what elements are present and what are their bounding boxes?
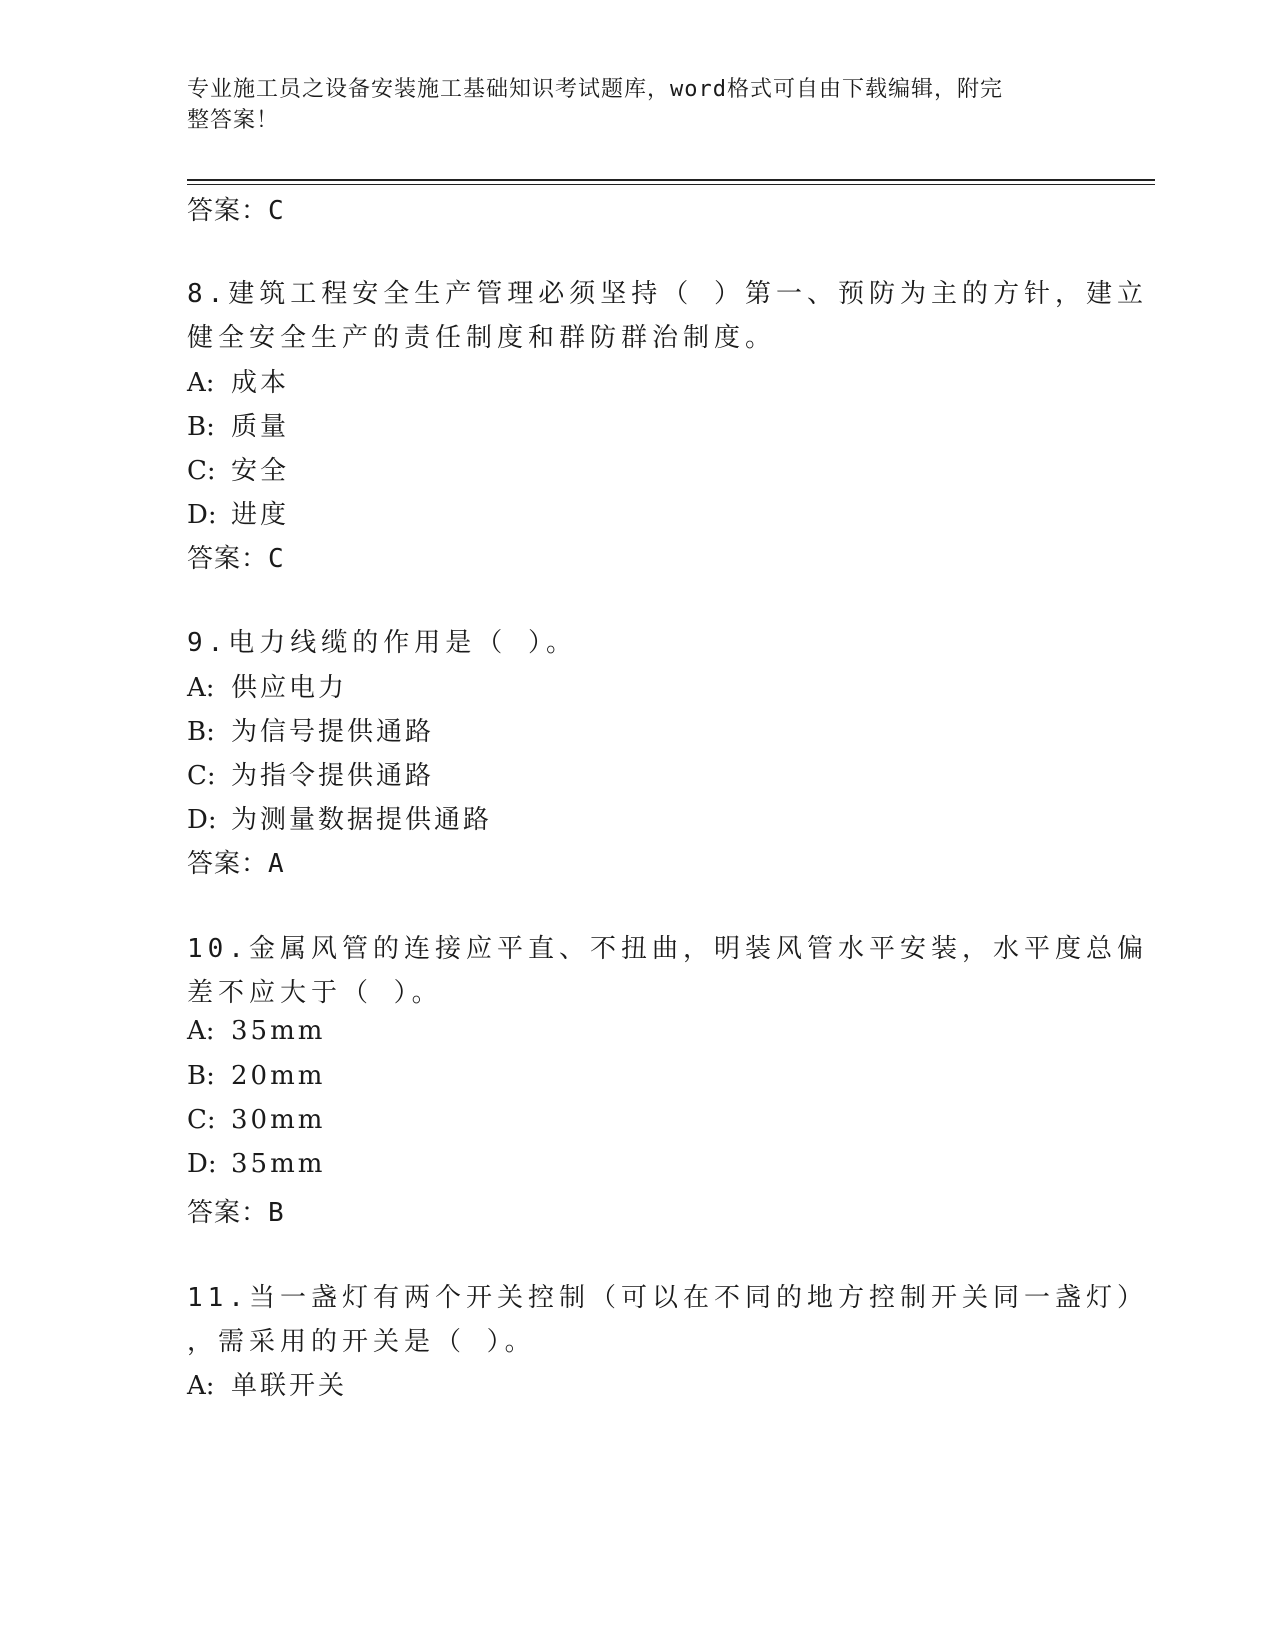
option-text: 安全 [231, 456, 290, 486]
option-b [187, 1061, 325, 1091]
option-letter: C: [187, 1105, 216, 1135]
answer-prefix: 答案： [187, 544, 269, 574]
answer-value: C [268, 544, 285, 574]
option-d [187, 1149, 325, 1179]
option-text: 30mm [231, 1105, 326, 1135]
answer-value: C [268, 196, 285, 226]
answer-value: B [268, 1198, 285, 1228]
option-c [187, 450, 289, 487]
option-text: 为测量数据提供通路 [231, 805, 493, 835]
option-letter: C: [187, 761, 216, 791]
answer-prefix: 答案： [187, 849, 269, 879]
option-c [187, 1105, 325, 1135]
header-rule [187, 184, 1155, 185]
option-text: 为指令提供通路 [231, 761, 435, 791]
header-line: 整答案！ [187, 108, 280, 133]
option-a [187, 362, 289, 399]
question-text: 9.电力线缆的作用是（ ）。 [187, 628, 577, 658]
answer-line [187, 843, 285, 880]
option-letter: A: [187, 368, 215, 398]
option-text: 35mm [231, 1149, 326, 1179]
question-text: 11.当一盏灯有两个开关控制（可以在不同的地方控制开关同一盏灯） [187, 1283, 1148, 1313]
option-b [187, 406, 289, 443]
option-letter: A: [187, 673, 215, 703]
option-text: 20mm [231, 1061, 326, 1091]
option-letter: D: [187, 1149, 217, 1179]
answer-prefix: 答案： [187, 1198, 269, 1228]
question-text: 差不应大于（ ）。 [187, 978, 443, 1008]
option-b [187, 711, 434, 748]
option-text: 单联开关 [231, 1371, 348, 1401]
option-letter: D: [187, 805, 217, 835]
option-d [187, 494, 289, 531]
option-text: 进度 [231, 500, 290, 530]
option-letter: A: [187, 1371, 215, 1401]
option-letter: A: [187, 1016, 215, 1046]
header-rule [187, 179, 1155, 181]
option-letter: D: [187, 500, 217, 530]
option-a [187, 1365, 347, 1402]
answer-prefix: 答案： [187, 196, 269, 226]
option-text: 质量 [231, 412, 290, 442]
answer-line [187, 538, 285, 575]
answer-value: A [268, 849, 285, 879]
option-text: 供应电力 [231, 673, 348, 703]
option-text: 成本 [231, 368, 290, 398]
option-d [187, 799, 492, 836]
option-letter: B: [187, 1061, 215, 1091]
option-text: 35mm [231, 1016, 326, 1046]
question-text: 健全安全生产的责任制度和群防群治制度。 [187, 323, 777, 353]
option-a [187, 667, 347, 704]
question-text: 10.金属风管的连接应平直、不扭曲，明装风管水平安装，水平度总偏 [187, 934, 1148, 964]
option-text: 为信号提供通路 [231, 717, 435, 747]
option-c [187, 755, 434, 792]
option-a [187, 1016, 325, 1046]
option-letter: B: [187, 717, 215, 747]
answer-line [187, 1192, 285, 1229]
question-text: 8.建筑工程安全生产管理必须坚持（ ）第一、预防为主的方针，建立 [187, 279, 1148, 309]
option-letter: C: [187, 456, 216, 486]
answer-line [187, 190, 285, 227]
option-letter: B: [187, 412, 215, 442]
header-line: 专业施工员之设备安装施工基础知识考试题库，word格式可自由下载编辑，附完 [187, 77, 1003, 102]
document-header [187, 74, 1087, 136]
question-text: ，需采用的开关是（ ）。 [187, 1327, 536, 1357]
